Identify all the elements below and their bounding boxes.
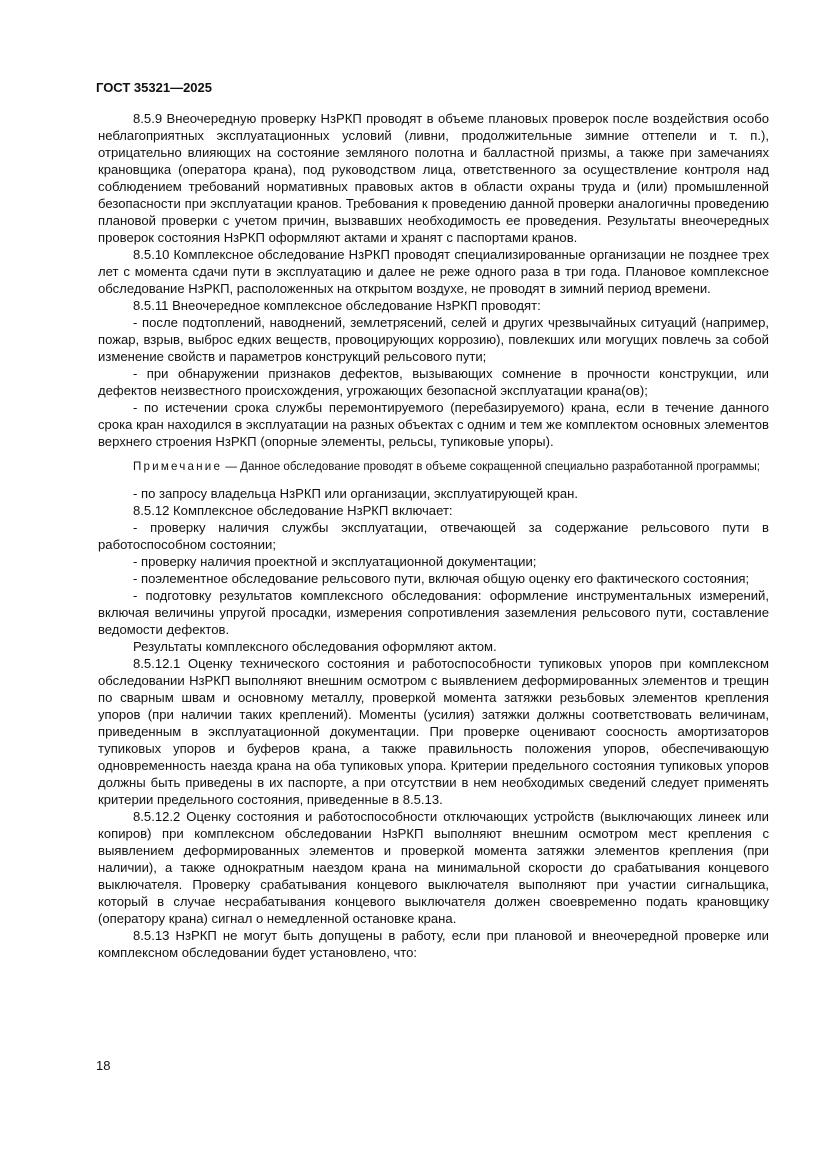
list-item: - проверку наличия проектной и эксплуатационной документации; [133, 554, 537, 569]
paragraph: 8.5.12.1 Оценку технического состояния и работоспособности тупиковых упоров при комплексном обследовании НзРКП выполняют внешним осмотром с выявлением деформированных элементов и трещин по сварным швам и основному металлу, проверкой момента затяжки резьбовых элементов крепления упоров (при наличии таких креплений). Моменты (усилия) затяжки должны соответствовать величинам, приведенным в эксплуатационной документации. При проверке оценивают соосность амортизаторов тупиковых упоров и буферов крана, а также правильность положения упоров, обеспечивающую одновременность наезда крана на оба тупиковых упора. Критерии предельного состояния тупиковых упоров должны быть приведены в их паспорте, а при отсутствии в нем необходимых сведений следует применять критерии предельного состояния, приведенные в 8.5.13. [98, 656, 769, 807]
paragraph: 8.5.9 Внеочередную проверку НзРКП проводят в объеме плановых проверок после воздействия особо неблагоприятных эксплуатационных условий (ливни, продолжительные зимние оттепели и т. п.), отрицательно влияющих на состояние земляного полотна и балластной призмы, а также при замечаниях крановщика (оператора крана), под руководством лица, ответственного за осуществление контроля над соблюдением требований нормативных правовых актов в области охраны труда и (или) промышленной безопасности при эксплуатации кранов. Требования к проведению данной проверки аналогичны проведению плановой проверки с учетом причин, вызвавших необходимость ее проведения. Результаты внеочередных проверок состояния НзРКП оформляют актами и хранят с паспортами кранов. [98, 111, 769, 245]
note-text: — Данное обследование проводят в объеме сокращенной специально разработанной программы; [222, 460, 761, 473]
note [98, 459, 769, 475]
paragraph: 8.5.11 Внеочередное комплексное обследование НзРКП проводят: [133, 298, 541, 313]
list-item: - по истечении срока службы перемонтируемого (перебазируемого) крана, если в течение данного срока кран находился в эксплуатации на разных объектах с одним и тем же комплектом основных элементов верхнего строения НзРКП (опорные элементы, рельсы, тупиковые упоры). [98, 400, 769, 449]
list-item: - после подтоплений, наводнений, землетрясений, селей и других чрезвычайных ситуаций (например, пожар, взрыв, выброс едких веществ, провоцирующих коррозию), повлекших или могущих повлечь за собой изменение свойств и параметров конструкций рельсового пути; [98, 315, 769, 364]
page-number: 18 [96, 1058, 111, 1073]
list-item: - по запросу владельца НзРКП или организации, эксплуатирующей кран. [133, 486, 579, 501]
list-item: - при обнаружении признаков дефектов, вызывающих сомнение в прочности конструкции, или дефектов неизвестного происхождения, угрожающих безопасной эксплуатации крана(ов); [98, 366, 769, 398]
list-item: - поэлементное обследование рельсового пути, включая общую оценку его фактического состояния; [133, 571, 750, 586]
paragraph: 8.5.10 Комплексное обследование НзРКП проводят специализированные организации не позднее трех лет с момента сдачи пути в эксплуатацию и далее не реже одного раза в три года. Плановое комплексное обследование НзРКП, расположенных на открытом воздухе, не проводят в зимний период времени. [98, 247, 769, 296]
document-code: ГОСТ 35321—2025 [96, 80, 212, 95]
document-body [98, 110, 769, 961]
paragraph: 8.5.12 Комплексное обследование НзРКП включает: [133, 503, 453, 518]
note-label: Примечание [133, 460, 223, 473]
list-item: - подготовку результатов комплексного обследования: оформление инструментальных измерений, включая величины упругой просадки, измерения сопротивления заземления рельсового пути, составление ведомости дефектов. [98, 588, 769, 637]
paragraph: Результаты комплексного обследования оформляют актом. [133, 639, 497, 654]
list-item: - проверку наличия службы эксплуатации, отвечающей за содержание рельсового пути в работоспособном состоянии; [98, 520, 769, 552]
paragraph: 8.5.12.2 Оценку состояния и работоспособности отключающих устройств (выключающих линеек или копиров) при комплексном обследовании НзРКП выполняют внешним осмотром мест крепления с выявлением деформированных элементов и проверкой момента затяжки элементов крепления (при наличии), а также однократным наездом крана на минимальной скорости до срабатывания концевого выключателя. Проверку срабатывания концевого выключателя выполняют при участии сигнальщика, который в случае несрабатывания концевого выключателя должен своевременно подать крановщику (оператору крана) сигнал о немедленной остановке крана. [98, 809, 769, 926]
paragraph: 8.5.13 НзРКП не могут быть допущены в работу, если при плановой и внеочередной проверке или комплексном обследовании будет установлено, что: [98, 928, 769, 960]
